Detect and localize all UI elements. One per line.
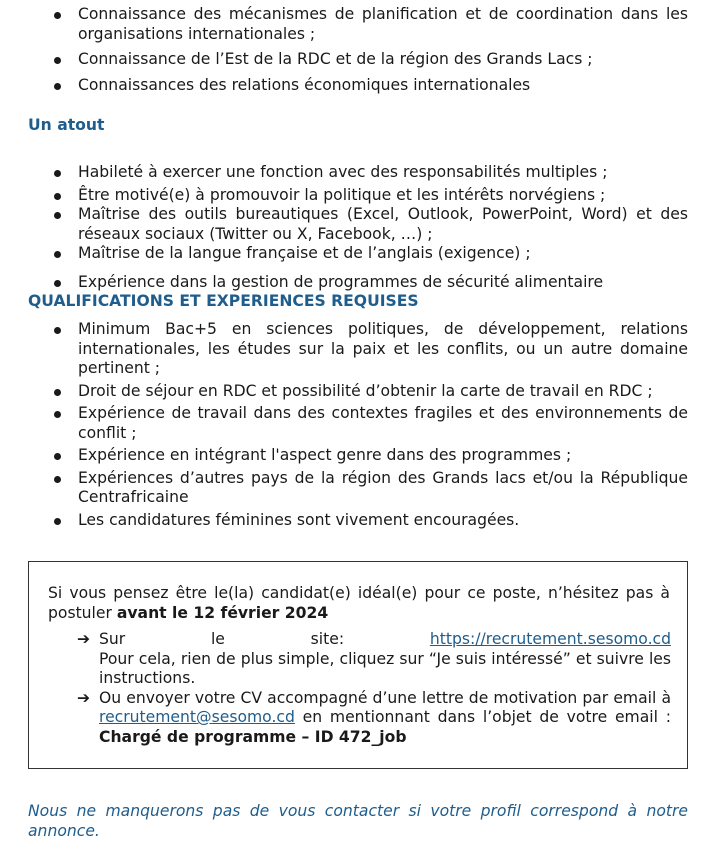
email-link[interactable]: recrutement@sesomo.cd	[99, 708, 295, 726]
list-item: Maîtrise de la langue française et de l’anglais (exigence) ;	[52, 244, 688, 264]
arrow-right-icon: ➔	[77, 630, 91, 648]
list-item: Habileté à exercer une fonction avec des responsabilités multiples ;	[52, 163, 688, 183]
list-item: Expérience dans la gestion de programmes de sécurité alimentaire	[52, 273, 688, 293]
list-item: Les candidatures féminines sont vivement encouragées.	[52, 511, 688, 531]
email-text-after: en mentionnant dans l’objet de votre email :	[294, 708, 671, 726]
qualifications-list	[52, 320, 688, 530]
site-line	[99, 630, 671, 650]
deadline-text: avant le 12 février 2024	[116, 603, 329, 622]
closing-note: Nous ne manquerons pas de vous contacter si votre profil correspond à notre annonce.	[28, 802, 688, 840]
list-item: Être motivé(e) à promouvoir la politique et les intérêts norvégiens ;	[52, 186, 688, 206]
top-bullet-list	[52, 5, 688, 95]
apply-email-item	[77, 689, 671, 748]
list-item: Connaissance de l’Est de la RDC et de la région des Grands Lacs ;	[52, 50, 688, 70]
application-box	[28, 561, 688, 769]
atout-heading: Un atout	[28, 116, 105, 134]
site-word: site:	[310, 630, 345, 648]
qualifications-heading: QUALIFICATIONS ET EXPERIENCES REQUISES	[28, 292, 419, 310]
atout-list	[52, 163, 688, 292]
arrow-right-icon: ➔	[77, 688, 91, 707]
apply-site-item	[77, 630, 671, 689]
list-item: Maîtrise des outils bureautiques (Excel, Outlook, PowerPoint, Word) et des réseaux sociaux (Twitter ou X, Facebook, …) ;	[52, 205, 688, 244]
list-item: Expérience en intégrant l'aspect genre dans des programmes ;	[52, 446, 688, 466]
application-intro	[48, 584, 670, 623]
list-item: Connaissances des relations économiques internationales	[52, 76, 688, 96]
list-item: Expérience de travail dans des contextes fragiles et des environnements de conflit ;	[52, 404, 688, 443]
site-word: Sur	[99, 630, 126, 648]
list-item: Expériences d’autres pays de la région des Grands lacs et/ou la République Centrafricaine	[52, 469, 688, 508]
email-subject: Chargé de programme – ID 472_job	[99, 727, 407, 746]
site-instructions: Pour cela, rien de plus simple, cliquez sur “Je suis intéressé” et suivre les instructions.	[99, 649, 671, 687]
site-link[interactable]: https://recrutement.sesomo.cd	[429, 630, 671, 648]
list-item: Connaissance des mécanismes de planification et de coordination dans les organisations internationales ;	[52, 5, 688, 44]
list-item: Minimum Bac+5 en sciences politiques, de développement, relations internationales, les études sur la paix et les conflits, ou un autre domaine pertinent ;	[52, 320, 688, 379]
site-word: le	[210, 630, 225, 648]
intro-text: Si vous pensez être le(la) candidat(e) idéal(e) pour ce poste, n’hésitez pas à postuler	[48, 584, 670, 622]
email-text: Ou envoyer votre CV accompagné d’une lettre de motivation par email à	[99, 688, 671, 707]
application-methods	[77, 630, 671, 747]
list-item: Droit de séjour en RDC et possibilité d’obtenir la carte de travail en RDC ;	[52, 382, 688, 402]
